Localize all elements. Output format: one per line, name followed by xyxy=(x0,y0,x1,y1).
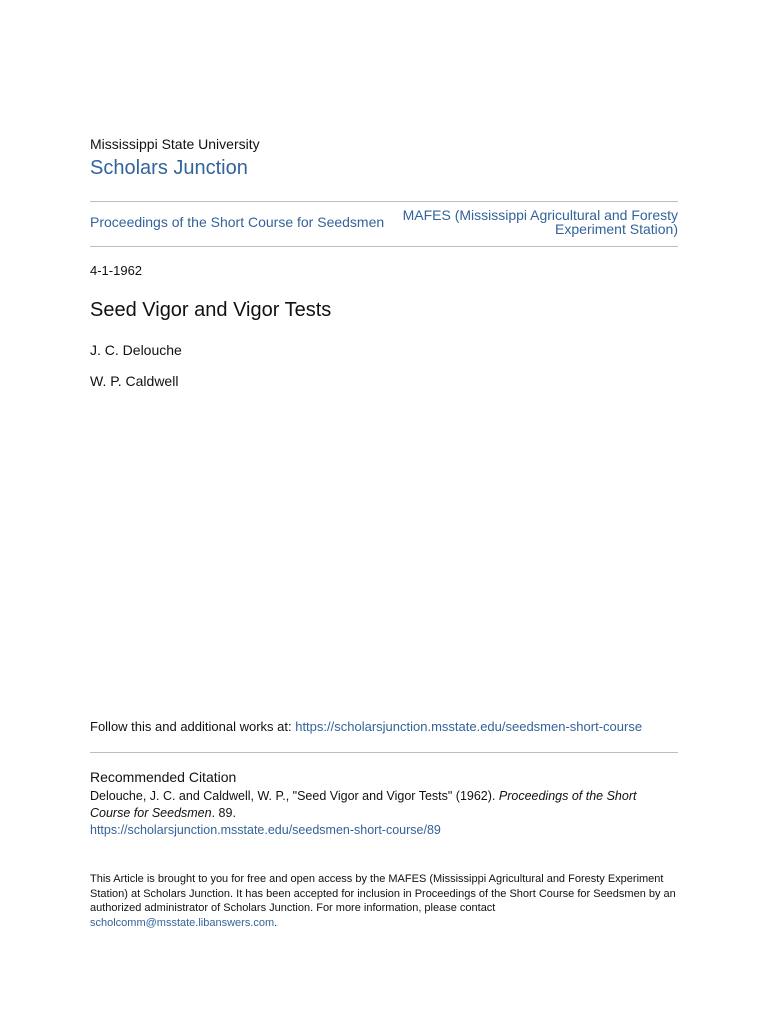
access-notice-end: . xyxy=(274,916,278,929)
citation-text-after: . 89. xyxy=(211,806,236,820)
citation-text-before: Delouche, J. C. and Caldwell, W. P., "Seed Vigor and Vigor Tests" (1962). xyxy=(90,789,499,803)
citation-journal: Proceedings of the Short Course for Seedsmen xyxy=(90,789,637,820)
author-name: J. C. Delouche xyxy=(90,342,182,358)
divider-nav xyxy=(90,246,678,247)
follow-url-link[interactable]: https://scholarsjunction.msstate.edu/seedsmen-short-course xyxy=(295,719,643,734)
follow-line xyxy=(90,719,642,734)
cover-page xyxy=(90,0,678,1024)
repository-link[interactable]: Scholars Junction xyxy=(90,157,248,179)
publication-date: 4-1-1962 xyxy=(90,263,143,278)
author-name: W. P. Caldwell xyxy=(90,373,179,389)
divider-citation xyxy=(90,752,678,753)
divider-top xyxy=(90,201,678,202)
contact-email-link[interactable]: scholcomm@msstate.libanswers.com xyxy=(90,916,275,929)
collection-link-line-2: Experiment Station) xyxy=(555,221,678,237)
institution-name: Mississippi State University xyxy=(90,136,260,152)
series-link[interactable]: Proceedings of the Short Course for Seedsmen xyxy=(90,214,385,230)
access-notice xyxy=(90,872,678,930)
follow-label: Follow this and additional works at: xyxy=(90,719,296,734)
collection-link[interactable] xyxy=(388,208,678,236)
citation-url-link[interactable]: https://scholarsjunction.msstate.edu/seedsmen-short-course/89 xyxy=(90,823,441,837)
article-title: Seed Vigor and Vigor Tests xyxy=(90,299,332,321)
collection-link-line-1: MAFES (Mississippi Agricultural and Foresty xyxy=(402,207,678,223)
citation-text xyxy=(90,788,678,822)
access-notice-text: This Article is brought to you for free and open access by the MAFES (Mississippi Agricultural and Foresty Experiment Station) at Scholars Junction. It has been accepted for inclusion in Proceedings of the Short Course for Seedsmen by an authorized administrator of Scholars Junction. For more information, please contact xyxy=(90,873,676,914)
citation-heading: Recommended Citation xyxy=(90,769,237,785)
